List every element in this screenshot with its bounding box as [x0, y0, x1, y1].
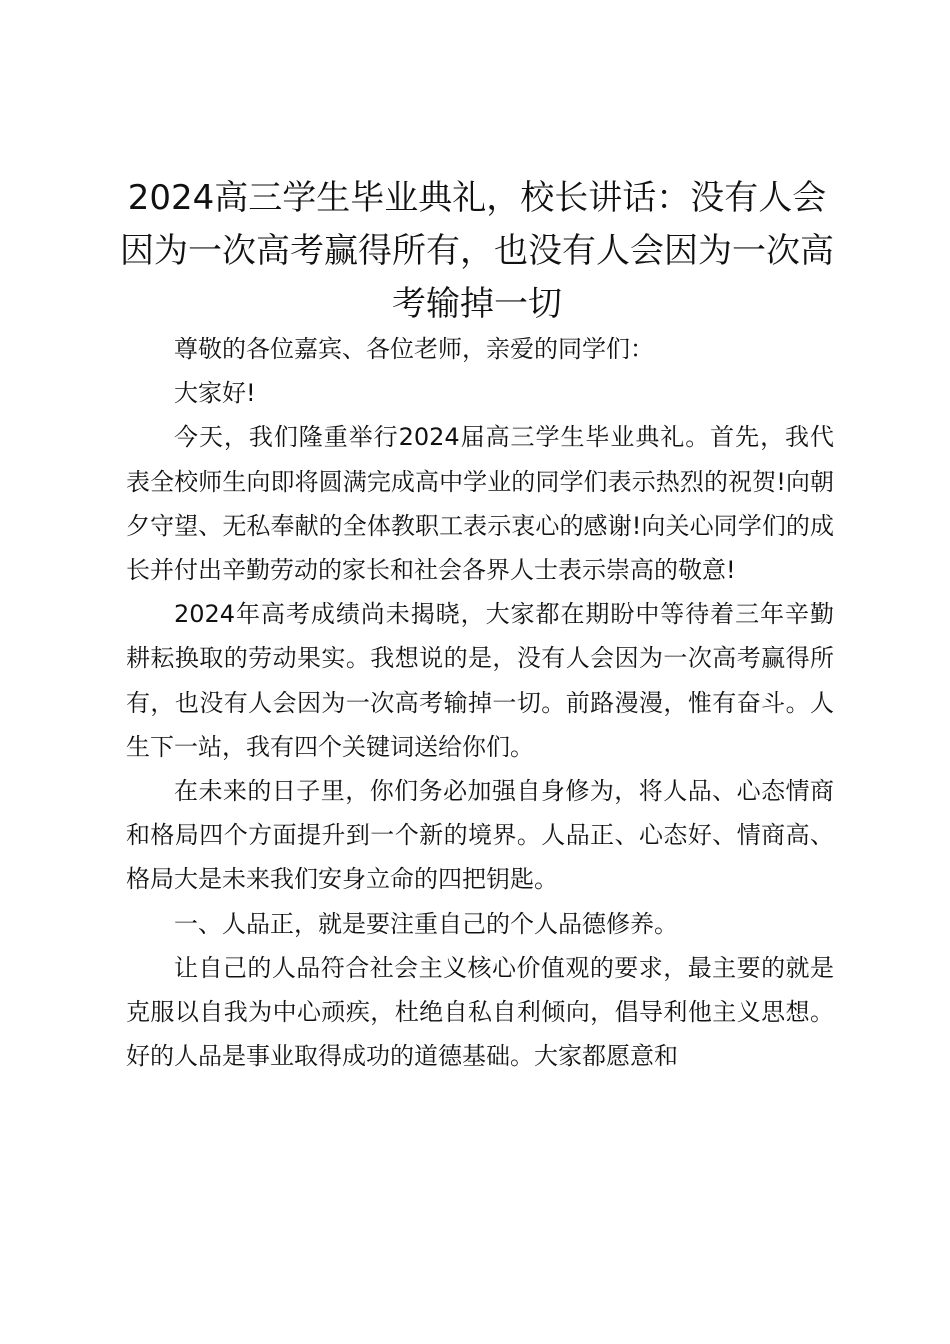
body-paragraph: 让自己的人品符合社会主义核心价值观的要求，最主要的就是克服以自我为中心顽疾，杜绝自私自利倾向，倡导利他主义思想。好的人品是事业取得成功的道德基础。大家都愿意和 — [126, 953, 834, 1071]
greeting-paragraph: 大家好! — [174, 379, 256, 408]
body-paragraph: 2024年高考成绩尚未揭晓，大家都在期盼中等待着三年辛勤耕耘换取的劳动果实。我想说的是，没有人会因为一次高考赢得所有，也没有人会因为一次高考输掉一切。前路漫漫，惟有奋斗。人生下一站，我有四个关键词送给你们。 — [126, 600, 834, 761]
body-paragraph: 今天，我们隆重举行2024届高三学生毕业典礼。首先，我代表全校师生向即将圆满完成高中学业的同学们表示热烈的祝贺!向朝夕守望、无私奉献的全体教职工表示衷心的感谢!向关心同学们的成长并付出辛勤劳动的家长和社会各界人士表示崇高的敬意! — [126, 423, 834, 585]
body-paragraph: 在未来的日子里，你们务必加强自身修为，将人品、心态情商和格局四个方面提升到一个新的境界。人品正、心态好、情商高、格局大是未来我们安身立命的四把钥匙。 — [126, 777, 834, 894]
salutation-paragraph: 尊敬的各位嘉宾、各位老师，亲爱的同学们： — [174, 335, 654, 363]
document-title: 2024高三学生毕业典礼，校长讲话：没有人会因为一次高考赢得所有，也没有人会因为一次高考输掉一切 — [120, 178, 834, 324]
section-heading: 一、人品正，就是要注重自己的个人品德修养。 — [174, 909, 678, 938]
document-body — [126, 327, 834, 1078]
